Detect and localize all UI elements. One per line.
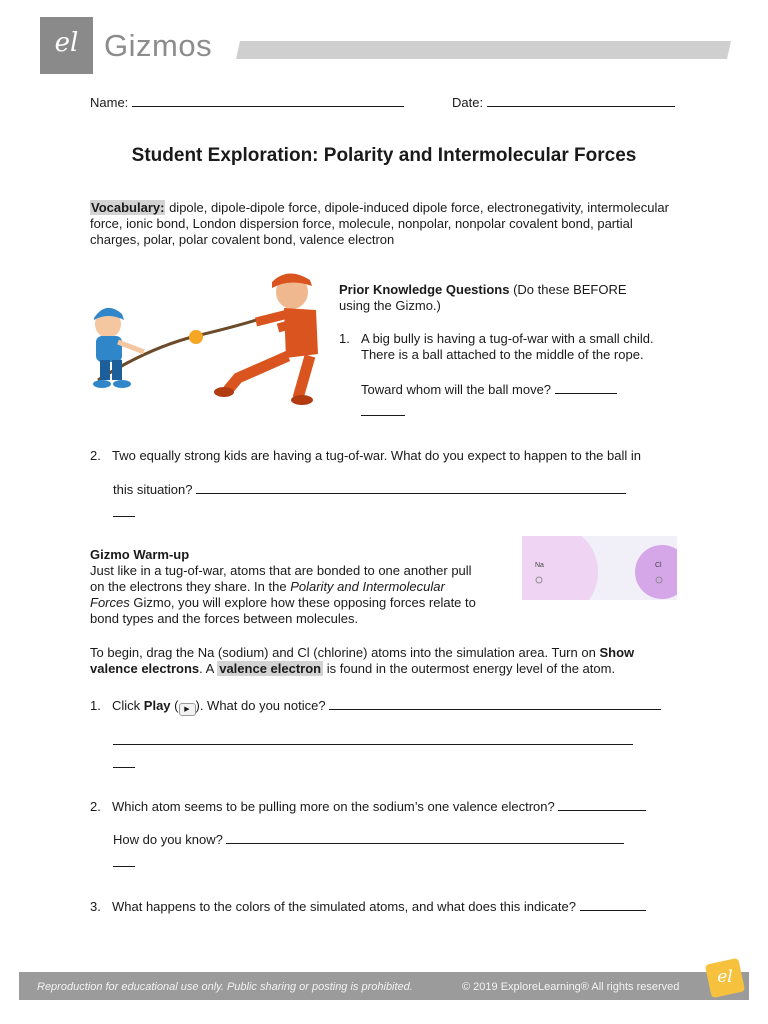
vocabulary-section (90, 200, 680, 248)
gizmos-brand: Gizmos (104, 28, 213, 63)
question-number: 1. (90, 698, 101, 713)
question-number: 2. (90, 448, 101, 463)
warmup-p1-a: Just like in a tug-of-war, atoms that are bonded to one another pull (90, 563, 472, 578)
header-bar (236, 41, 731, 59)
prior-q1-answer-line[interactable] (555, 380, 617, 394)
warmup-question-1: 1. Click Play ( ▶ ). What do you notice? (90, 696, 690, 716)
date-label: Date: (452, 95, 484, 110)
prior-knowledge-note-1: (Do these BEFORE (513, 282, 627, 297)
prior-q2-line1: Two equally strong kids are having a tug-of-war. What do you expect to happen to the ball in (112, 448, 641, 463)
q2-text: Which atom seems to be pulling more on the sodium’s one valence electron? (112, 799, 555, 814)
name-field (90, 93, 404, 111)
q1-answer-line-2[interactable] (113, 731, 633, 745)
date-field (452, 93, 675, 111)
warmup-p1-italic-2: Forces (90, 595, 130, 610)
prior-question-2 (90, 448, 690, 464)
tug-of-war-illustration (88, 268, 328, 406)
q1-answer-line-3[interactable] (113, 754, 135, 768)
date-input-line[interactable] (487, 93, 675, 107)
warmup-p2-a: To begin, drag the Na (sodium) and Cl (chlorine) atoms into the simulation area. Turn on (90, 645, 596, 660)
warmup-p1-b: on the electrons they share. In the (90, 579, 287, 594)
q1-play-label: Play (143, 698, 171, 713)
q2-follow-up (113, 830, 693, 871)
prior-q2-line2: this situation? (113, 482, 193, 497)
footer-logo-text: el (717, 967, 733, 987)
explorelearning-footer-logo (702, 955, 748, 1001)
warmup-question-2 (90, 797, 690, 815)
atom-label-cl: Cl (655, 562, 662, 569)
warmup-p1-italic-1: Polarity and Intermolecular (290, 579, 445, 594)
question-number: 2. (90, 799, 101, 814)
q3-answer-line[interactable] (580, 897, 646, 911)
atom-label-na: Na (535, 562, 544, 569)
footer-copyright-notice: Reproduction for educational use only. Public sharing or posting is prohibited. (37, 981, 413, 993)
prior-q2-answer-line-2[interactable] (113, 503, 135, 517)
prior-q1-line1: A big bully is having a tug-of-war with a small child. (361, 331, 654, 346)
warmup-heading: Gizmo Warm-up (90, 547, 190, 562)
warmup-p2-bold-2: valence electrons (90, 661, 200, 676)
prior-question-2-answer (113, 480, 693, 521)
warmup-p2-c: is found in the outermost energy level of the atom. (326, 661, 616, 676)
warmup-paragraph-1 (90, 563, 510, 627)
prior-question-1-answer (361, 380, 681, 420)
q2-follow-answer-line-2[interactable] (113, 853, 135, 867)
prior-question-1 (339, 331, 684, 363)
q3-text: What happens to the colors of the simulated atoms, and what does this indicate? (112, 899, 576, 914)
play-button-icon[interactable]: ▶ (179, 703, 196, 716)
q2-follow-answer-line[interactable] (226, 830, 624, 844)
gizmo-atoms-screenshot (522, 536, 677, 600)
warmup-p1-c: Gizmo, you will explore how these opposing forces relate to (133, 595, 476, 610)
question-number: 3. (90, 899, 101, 914)
prior-q1-prompt: Toward whom will the ball move? (361, 382, 552, 397)
valence-electron-highlight: valence electron (219, 661, 322, 676)
question-number: 1. (339, 331, 350, 346)
prior-q1-answer-line-2[interactable] (361, 402, 405, 416)
warmup-p2-bold-1: Show (599, 645, 635, 660)
warmup-paragraph-2 (90, 645, 690, 677)
q1-post: ). What do you notice? (195, 698, 326, 713)
prior-knowledge-note-2: using the Gizmo.) (339, 298, 441, 313)
q1-pre: Click (112, 698, 141, 713)
warmup-p1-d: bond types and the forces between molecules. (90, 611, 359, 626)
prior-q2-answer-line[interactable] (196, 480, 626, 494)
footer-rights: © 2019 ExploreLearning® All rights reserved (462, 981, 680, 993)
prior-knowledge-title: Prior Knowledge Questions (339, 282, 510, 297)
warmup-p2-b: . A (199, 661, 214, 676)
vocabulary-text: dipole, dipole-dipole force, dipole-induced dipole force, electronegativity, intermolecular force, ionic bond, London dispersion force, molecule, nonpolar, nonpolar covalent bond, partial charges, polar, polar covalent bond, valence electron (90, 200, 669, 247)
q2-answer-line[interactable] (558, 797, 646, 811)
warmup-question-3 (90, 897, 690, 915)
q2-follow-text: How do you know? (113, 832, 223, 847)
explorelearning-logo: el (54, 28, 79, 58)
prior-knowledge-heading (339, 282, 684, 314)
prior-q1-line2: There is a ball attached to the middle of the rope. (361, 347, 644, 362)
vocabulary-label: Vocabulary: (91, 200, 165, 215)
name-input-line[interactable] (132, 93, 404, 107)
name-label: Name: (90, 95, 129, 110)
q1-answer-line[interactable] (329, 696, 661, 710)
page-title: Student Exploration: Polarity and Intermolecular Forces (131, 145, 637, 166)
q1-answer-line-2-wrap (113, 731, 633, 772)
